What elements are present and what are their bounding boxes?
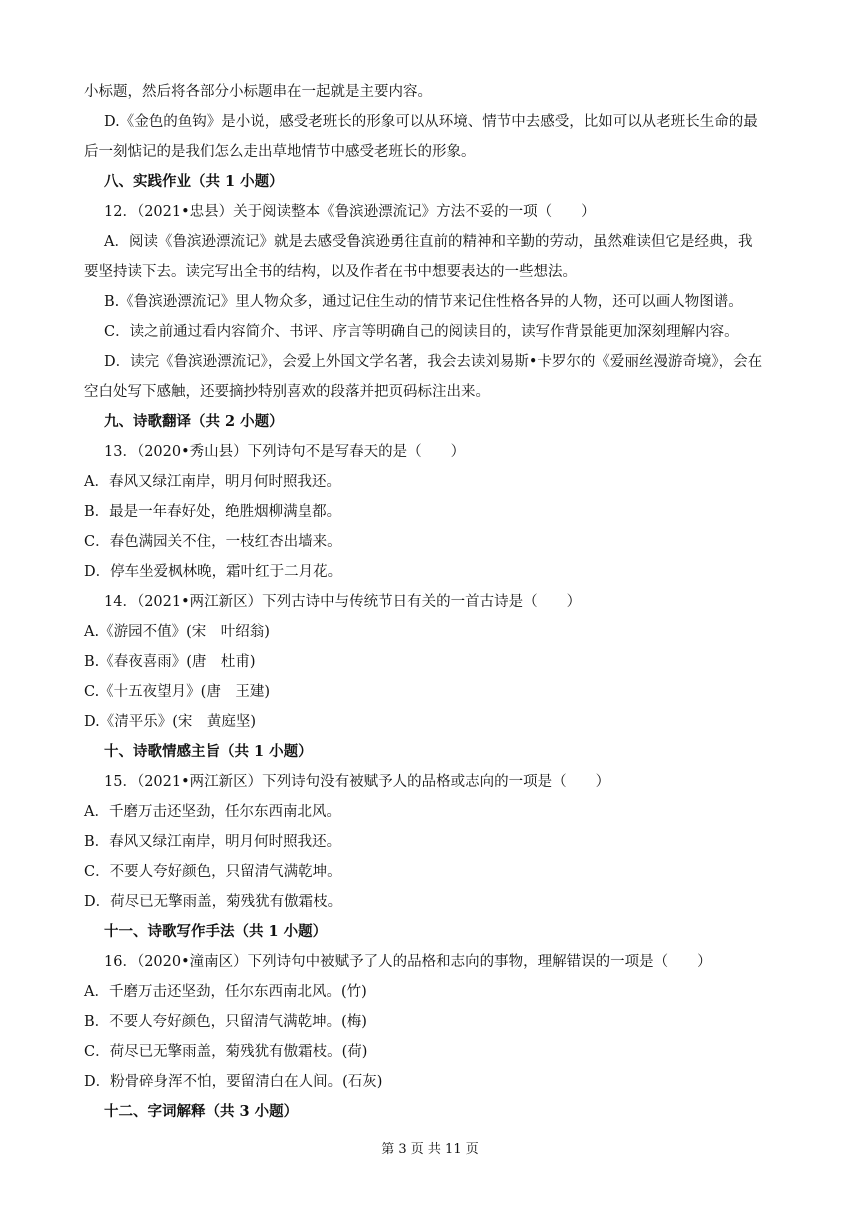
option-a: A.《游园不值》(宋 叶绍翁): [84, 624, 270, 640]
question-12: 12．（2021•忠县）关于阅读整本《鲁滨逊漂流记》方法不妥的一项（ ）: [104, 204, 596, 220]
option-d: D．粉骨碎身浑不怕，要留清白在人间。(石灰): [84, 1074, 383, 1090]
option-d: D．读完《鲁滨逊漂流记》，会爱上外国文学名著，我会去读刘易斯•卡罗尔的《爱丽丝漫游奇境》，会在: [104, 354, 763, 370]
option-c: C．春色满园关不住，一枝红杏出墙来。: [84, 534, 342, 550]
text-line: 空白处写下感触，还要摘抄特别喜欢的段落并把页码标注出来。: [84, 384, 490, 400]
section-heading: 八、实践作业（共 1 小题）: [104, 173, 284, 190]
text-line: 后一刻惦记的是我们怎么走出草地情节中感受老班长的形象。: [84, 144, 476, 160]
option-c: C.《十五夜望月》(唐 王建): [84, 684, 270, 700]
section-heading: 十、诗歌情感主旨（共 1 小题）: [104, 743, 313, 760]
question-15: 15．（2021•两江新区）下列诗句没有被赋予人的品格或志向的一项是（ ）: [104, 774, 611, 790]
question-16: 16．（2020•潼南区）下列诗句中被赋予了人的品格和志向的事物，理解错误的一项是（ ）: [104, 954, 712, 970]
question-13: 13．（2020•秀山县）下列诗句不是写春天的是（ ）: [104, 444, 466, 460]
option-b: B．最是一年春好处，绝胜烟柳满皇都。: [84, 504, 342, 520]
section-heading: 十二、字词解释（共 3 小题）: [104, 1103, 299, 1120]
section-heading: 九、诗歌翻译（共 2 小题）: [104, 413, 284, 430]
option-d: D．停车坐爱枫林晚，霜叶红于二月花。: [84, 564, 343, 580]
option-a: A．春风又绿江南岸，明月何时照我还。: [84, 474, 341, 490]
section-heading: 十一、诗歌写作手法（共 1 小题）: [104, 923, 328, 940]
text-line: 要坚持读下去。读完写出全书的结构，以及作者在书中想要表达的一些想法。: [84, 264, 577, 280]
page-footer: 第 3 页 共 11 页: [381, 1142, 479, 1157]
option-b: B．春风又绿江南岸，明月何时照我还。: [84, 834, 342, 850]
option-a: A．阅读《鲁滨逊漂流记》就是去感受鲁滨逊勇往直前的精神和辛勤的劳动，虽然难读但它是经典，我: [104, 234, 753, 250]
option-b: B.《鲁滨逊漂流记》里人物众多，通过记住生动的情节来记住性格各异的人物，还可以画人物图谱。: [104, 294, 743, 310]
option-b: B．不要人夸好颜色，只留清气满乾坤。(梅): [84, 1014, 367, 1030]
option-a: A．千磨万击还坚劲，任尔东西南北风。: [84, 804, 341, 820]
option-c: C．读之前通过看内容简介、书评、序言等明确自己的阅读目的，读写作背景能更加深刻理解内容。: [104, 324, 739, 340]
option-c: C．不要人夸好颜色，只留清气满乾坤。: [84, 864, 342, 880]
option-d: D．荷尽已无擎雨盖，菊残犹有傲霜枝。: [84, 894, 343, 910]
option-c: C．荷尽已无擎雨盖，菊残犹有傲霜枝。(荷): [84, 1044, 368, 1060]
option-d: D.《清平乐》(宋 黄庭坚): [84, 714, 257, 730]
text-line: 小标题，然后将各部分小标题串在一起就是主要内容。: [84, 84, 432, 100]
option-b: B.《春夜喜雨》(唐 杜甫): [84, 654, 256, 670]
question-14: 14．（2021•两江新区）下列古诗中与传统节日有关的一首古诗是（ ）: [104, 594, 582, 610]
option-d-line: D.《金色的鱼钩》是小说，感受老班长的形象可以从环境、情节中去感受，比如可以从老班长生命的最: [104, 114, 758, 130]
option-a: A．千磨万击还坚劲，任尔东西南北风。(竹): [84, 984, 367, 1000]
